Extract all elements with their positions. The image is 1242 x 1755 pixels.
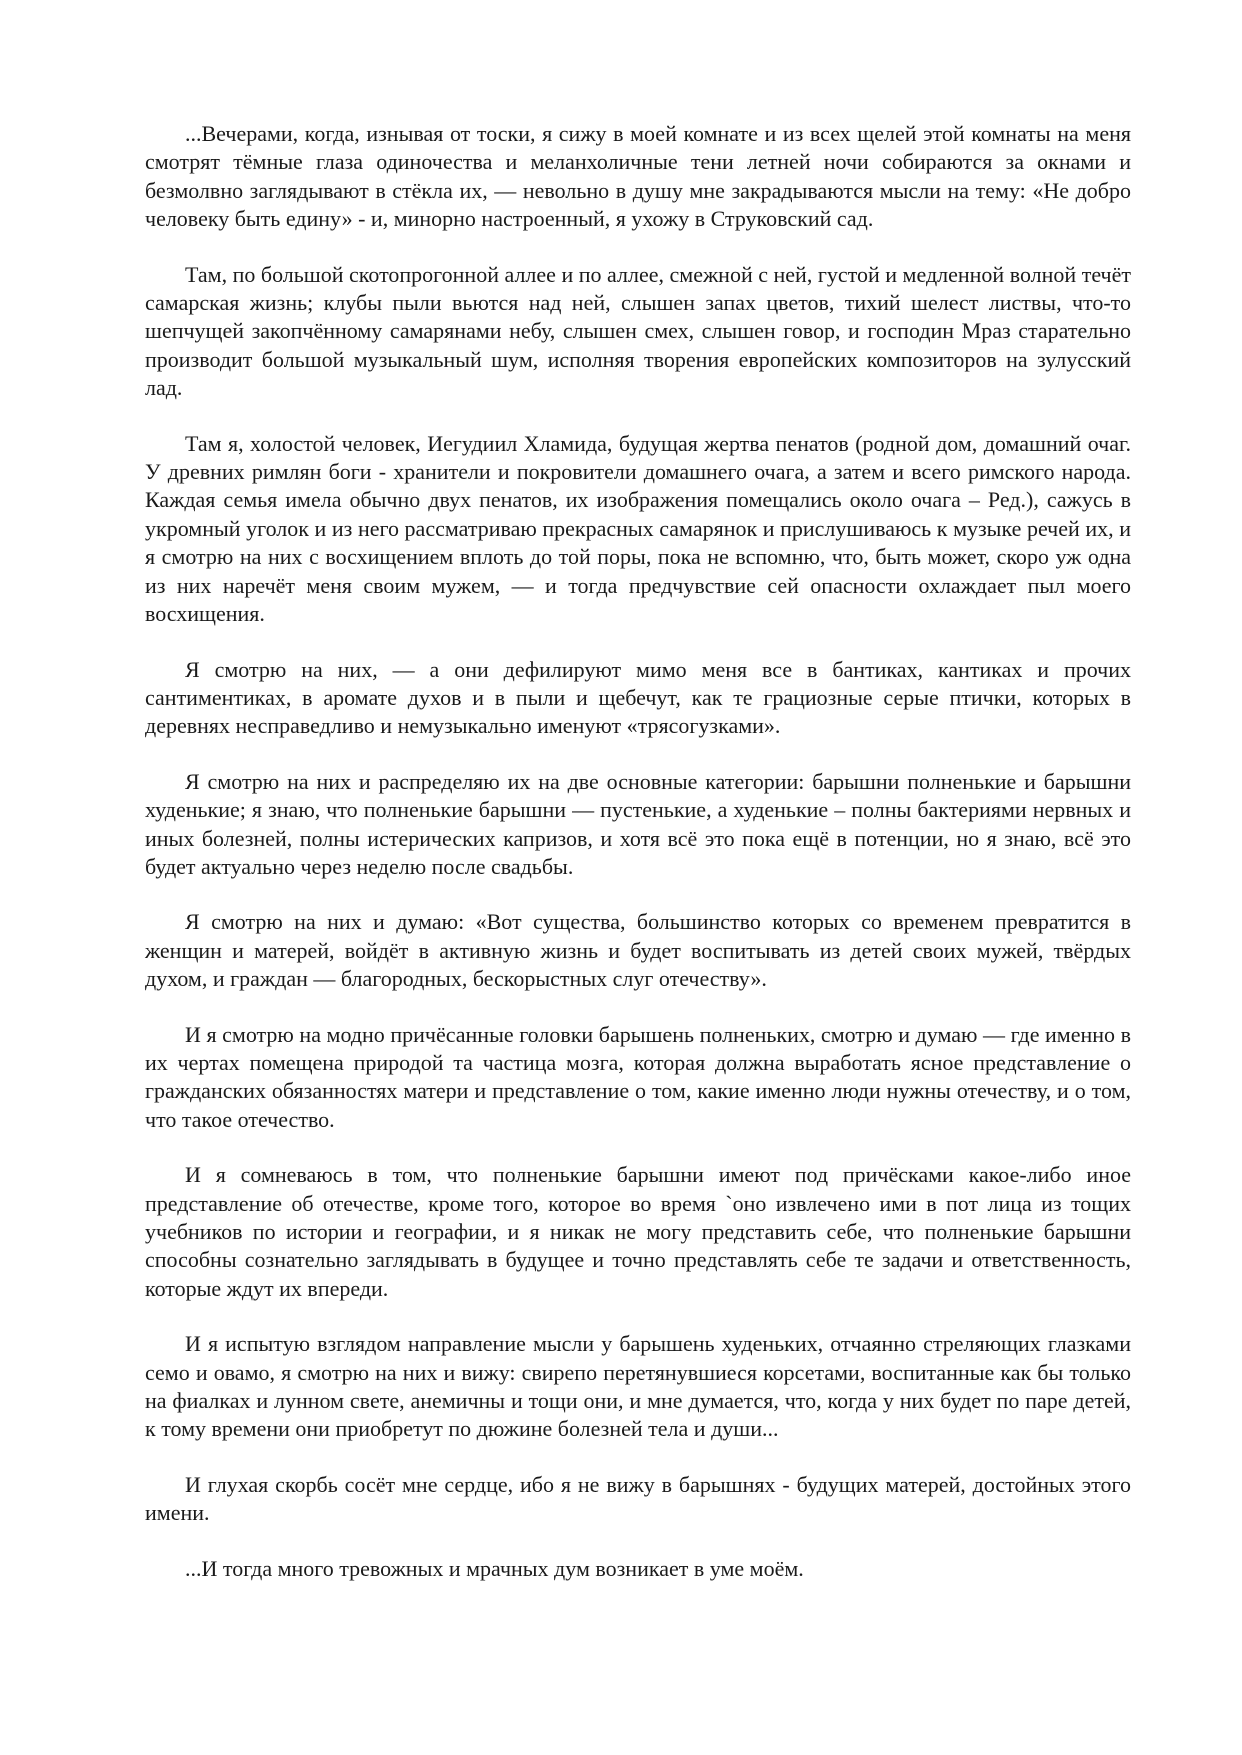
paragraph-11: ...И тогда много тревожных и мрачных дум возникает в уме моём. [185,1555,804,1581]
paragraph-8: И я сомневаюсь в том, что полненькие барышни имеют под причёсками какое-либо иное представление об отечестве, кроме того, которое во время `оно извлечено ими в пот лица из тощих учебников по истории и географии, и я никак не могу представить себе, что полненькие барышни способны сознательно заглядывать в будущее и точно представлять себе те задачи и ответственность, которые ждут их впереди. [145,1162,1131,1301]
paragraph-9: И я испытую взглядом направление мысли у барышень худеньких, отчаянно стреляющих глазками семо и овамо, я смотрю на них и вижу: свирепо перетянувшиеся корсетами, воспитанные как бы только на фиалках и лунном свете, анемичны и тощи они, и мне думается, что, когда у них будет по паре детей, к тому времени они приобретут по дюжине болезней тела и души... [145,1331,1131,1442]
paragraph-5: Я смотрю на них и распределяю их на две основные категории: барышни полненькие и барышни худенькие; я знаю, что полненькие барышни — пустенькие, а худенькие – полны бактериями нервных и иных болезней, полны истерических капризов, и хотя всё это пока ещё в потенции, но я знаю, всё это будет актуально через неделю после свадьбы. [145,768,1131,879]
paragraph-1: ...Вечерами, когда, изнывая от тоски, я сижу в моей комнате и из всех щелей этой комнаты на меня смотрят тёмные глаза одиночества и меланхоличные тени летней ночи собираются за окнами и безмолвно заглядывают в стёкла их, — невольно в душу мне закрадываются мысли на тему: «Не добро человеку быть едину» - и, минорно настроенный, я ухожу в Струковский сад. [145,121,1131,232]
paragraph-10: И глухая скорбь сосёт мне сердце, ибо я не вижу в барышнях - будущих матерей, достойных этого имени. [145,1471,1131,1526]
document-text-body [145,120,1131,1610]
paragraph-2: Там, по большой скотопрогонной аллее и по аллее, смежной с ней, густой и медленной волной течёт самарская жизнь; клубы пыли вьются над ней, слышен запах цветов, тихий шелест листвы, что-то шепчущей закопчённому самарянами небу, слышен смех, слышен говор, и господин Мраз старательно производит большой музыкальный шум, исполняя творения европейских композиторов на зулусский лад. [145,261,1131,401]
paragraph-7: И я смотрю на модно причёсанные головки барышень полненьких, смотрю и думаю — где именно в их чертах помещена природой та частица мозга, которая должна выработать ясное представление о гражданских обязанностях матери и представление о том, какие именно люди нужны отечеству, и о том, что такое отечество. [145,1021,1131,1132]
paragraph-3: Там я, холостой человек, Иегудиил Хламида, будущая жертва пенатов (родной дом, домашний очаг. У древних римлян боги - хранители и покровители домашнего очага, а затем и всего римского народа. Каждая семья имела обычно двух пенатов, их изображения помещались около очага – Ред.), сажусь в укромный уголок и из него рассматриваю прекрасных самарянок и прислушиваюсь к музыке речей их, и я смотрю на них с восхищением вплоть до той поры, пока не вспомню, что, быть может, скоро уж одна из них наречёт меня своим мужем, — и тогда предчувствие сей опасности охлаждает пыл моего восхищения. [145,430,1131,627]
paragraph-4: Я смотрю на них, — а они дефилируют мимо меня все в бантиках, кантиках и прочих сантиментиках, в аромате духов и в пыли и щебечут, как те грациозные серые птички, которых в деревнях несправедливо и немузыкально именуют «трясогузками». [145,656,1131,739]
paragraph-6: Я смотрю на них и думаю: «Вот существа, большинство которых со временем превратится в женщин и матерей, войдёт в активную жизнь и будет воспитывать из детей своих мужей, твёрдых духом, и граждан — благородных, бескорыстных слуг отечеству». [145,909,1131,992]
